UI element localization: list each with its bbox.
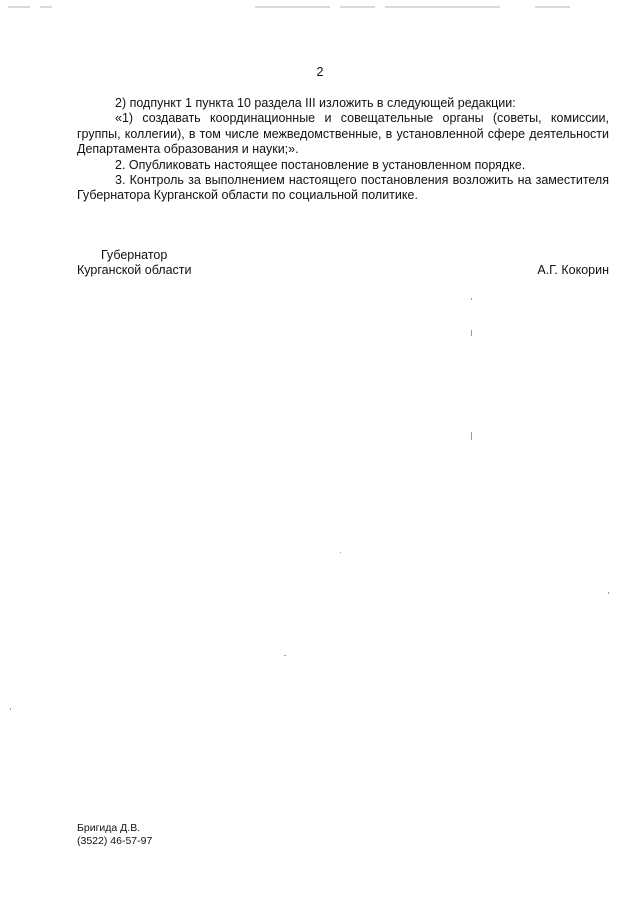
scan-speck <box>340 552 341 553</box>
scan-speck <box>10 708 11 710</box>
executor-name: Бригида Д.В. <box>77 822 141 834</box>
scan-speck <box>284 655 286 656</box>
signatory-title-line1: Губернатор <box>101 248 168 262</box>
scan-speck <box>608 592 609 594</box>
paragraph-amendment-intro: 2) подпункт 1 пункта 10 раздела III изложить в следующей редакции: <box>115 96 516 110</box>
paragraph-amendment-text: «1) создавать координационные и совещательные органы (советы, комиссии, группы, коллегии), в том числе межведомственные, в установленной сфере деятельности Департамента образования и науки;». <box>77 111 609 157</box>
scan-speck <box>471 432 472 440</box>
page-number: 2 <box>316 65 324 79</box>
scan-artifact-top <box>0 6 640 8</box>
signature-block <box>77 248 609 279</box>
signature-row <box>77 263 609 278</box>
document-body <box>77 96 609 204</box>
paragraph-publish: 2. Опубликовать настоящее постановление в установленном порядке. <box>115 157 526 172</box>
paragraph-control: 3. Контроль за выполнением настоящего постановления возложить на заместителя Губернатора Курганской области по социальной политике. <box>77 173 609 203</box>
scan-speck <box>471 330 472 336</box>
executor-block <box>77 822 152 848</box>
signatory-name: А.Г. Кокорин <box>537 263 609 278</box>
scan-speck <box>471 298 472 300</box>
signatory-title-line2: Курганской области <box>77 263 192 278</box>
executor-phone: (3522) 46-57-97 <box>77 835 153 847</box>
